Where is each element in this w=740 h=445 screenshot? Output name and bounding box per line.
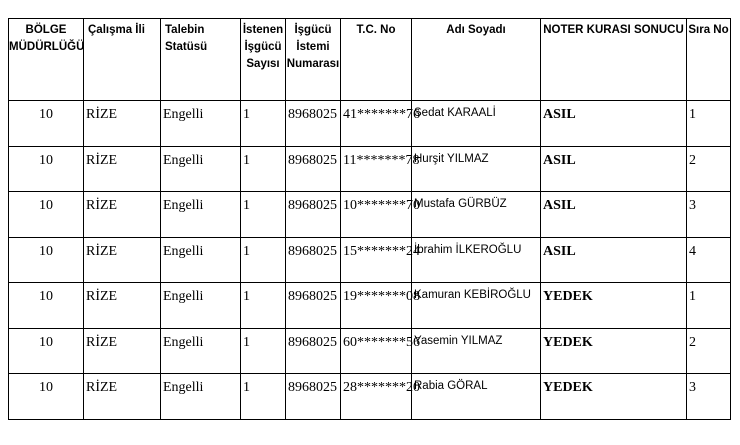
cell-statu: Engelli — [161, 237, 241, 283]
header-istenen-isgucu-sayisi — [241, 19, 286, 101]
cell-il: RİZE — [84, 328, 161, 374]
cell-bolge: 10 — [9, 192, 84, 238]
header-isgucu-line2: İstemi — [296, 41, 330, 53]
header-bolge-mudurlugu — [9, 19, 84, 101]
cell-bolge: 10 — [9, 237, 84, 283]
cell-sira: 3 — [687, 192, 731, 238]
cell-ad-soyad: Rabia GÖRAL — [412, 374, 541, 420]
cell-istem: 8968025 — [286, 146, 341, 192]
cell-sira: 1 — [687, 101, 731, 147]
cell-tc: 10*******70 — [341, 192, 412, 238]
cell-ad-soyad: Yasemin YILMAZ — [412, 328, 541, 374]
header-istenen-line2: İşgücü — [244, 41, 282, 53]
cell-il: RİZE — [84, 237, 161, 283]
cell-bolge: 10 — [9, 283, 84, 329]
header-adi-soyadi: Adı Soyadı — [412, 19, 541, 101]
header-calisma-ili: Çalışma İli — [84, 19, 161, 101]
cell-sayi: 1 — [241, 237, 286, 283]
header-tc-no: T.C. No — [341, 19, 412, 101]
cell-sira: 3 — [687, 374, 731, 420]
cell-tc: 60*******56 — [341, 328, 412, 374]
cell-sayi: 1 — [241, 328, 286, 374]
cell-sira: 1 — [687, 283, 731, 329]
table-row — [9, 237, 731, 283]
cell-tc: 41*******76 — [341, 101, 412, 147]
cell-sayi: 1 — [241, 192, 286, 238]
cell-statu: Engelli — [161, 192, 241, 238]
cell-sira: 2 — [687, 146, 731, 192]
cell-istem: 8968025 — [286, 101, 341, 147]
cell-il: RİZE — [84, 283, 161, 329]
table-row — [9, 283, 731, 329]
header-noter-kurasi-sonucu: NOTER KURASI SONUCU — [541, 19, 687, 101]
cell-tc: 28*******20 — [341, 374, 412, 420]
cell-sayi: 1 — [241, 146, 286, 192]
cell-istem: 8968025 — [286, 192, 341, 238]
results-table-container — [8, 18, 731, 420]
cell-bolge: 10 — [9, 101, 84, 147]
header-isgucu-line3: Numarası — [286, 58, 340, 70]
header-bolge-line1: BÖLGE — [25, 24, 67, 36]
cell-sonuc: YEDEK — [541, 283, 687, 329]
cell-sayi: 1 — [241, 374, 286, 420]
cell-istem: 8968025 — [286, 237, 341, 283]
cell-statu: Engelli — [161, 328, 241, 374]
table-row — [9, 328, 731, 374]
table-row — [9, 192, 731, 238]
cell-sonuc: ASIL — [541, 146, 687, 192]
cell-istem: 8968025 — [286, 328, 341, 374]
cell-ad-soyad: Hurşit YILMAZ — [412, 146, 541, 192]
cell-sonuc: YEDEK — [541, 374, 687, 420]
cell-ad-soyad: Kamuran KEBİROĞLU — [412, 283, 541, 329]
header-istenen-line1: İstenen — [242, 24, 284, 36]
table-row — [9, 374, 731, 420]
header-isgucu-istemi-numarasi — [286, 19, 341, 101]
header-talebin-statusu: Talebin Statüsü — [161, 19, 241, 101]
cell-bolge: 10 — [9, 146, 84, 192]
cell-sonuc: ASIL — [541, 237, 687, 283]
cell-sira: 4 — [687, 237, 731, 283]
cell-tc: 15*******24 — [341, 237, 412, 283]
table-row — [9, 146, 731, 192]
cell-bolge: 10 — [9, 328, 84, 374]
header-row — [9, 19, 731, 101]
cell-statu: Engelli — [161, 283, 241, 329]
header-istenen-line3: Sayısı — [246, 58, 280, 70]
cell-tc: 11*******78 — [341, 146, 412, 192]
cell-sonuc: ASIL — [541, 101, 687, 147]
cell-il: RİZE — [84, 101, 161, 147]
cell-sonuc: ASIL — [541, 192, 687, 238]
cell-ad-soyad: Sedat KARAALİ — [412, 101, 541, 147]
noter-kurasi-results-table — [8, 18, 731, 420]
header-sira-no: Sıra No — [687, 19, 731, 101]
cell-statu: Engelli — [161, 101, 241, 147]
cell-istem: 8968025 — [286, 374, 341, 420]
cell-il: RİZE — [84, 192, 161, 238]
cell-il: RİZE — [84, 374, 161, 420]
cell-sayi: 1 — [241, 283, 286, 329]
header-isgucu-line1: İşgücü — [294, 24, 332, 36]
cell-sonuc: YEDEK — [541, 328, 687, 374]
cell-il: RİZE — [84, 146, 161, 192]
header-bolge-line2: MÜDÜRLÜĞÜ — [9, 41, 85, 53]
cell-statu: Engelli — [161, 146, 241, 192]
cell-sayi: 1 — [241, 101, 286, 147]
cell-tc: 19*******08 — [341, 283, 412, 329]
cell-sira: 2 — [687, 328, 731, 374]
cell-ad-soyad: İbrahim İLKEROĞLU — [412, 237, 541, 283]
cell-ad-soyad: Mustafa GÜRBÜZ — [412, 192, 541, 238]
table-row — [9, 101, 731, 147]
cell-istem: 8968025 — [286, 283, 341, 329]
cell-statu: Engelli — [161, 374, 241, 420]
cell-bolge: 10 — [9, 374, 84, 420]
